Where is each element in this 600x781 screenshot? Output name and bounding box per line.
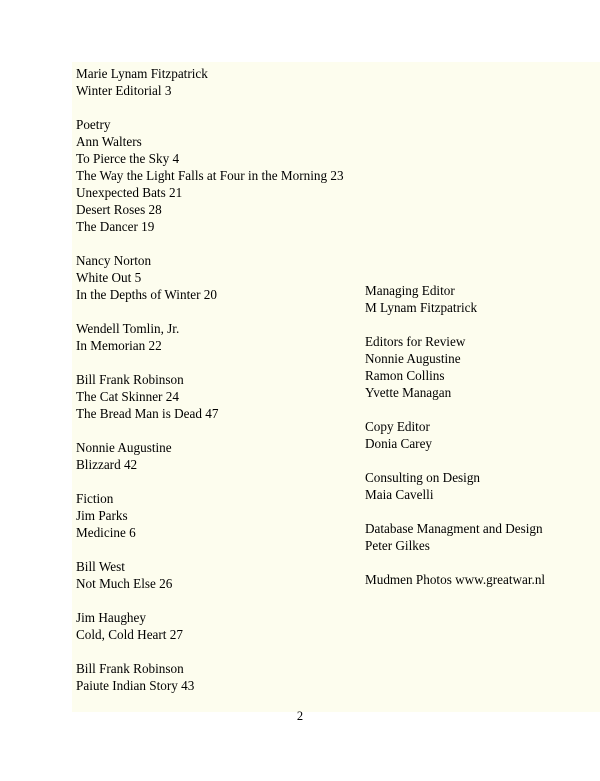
- masthead-name: Nonnie Augustine: [365, 351, 461, 366]
- toc-author: Bill Frank Robinson: [76, 372, 184, 387]
- masthead-group: [365, 469, 595, 503]
- masthead-group: [365, 520, 595, 554]
- toc-entry: In Memorian 22: [76, 338, 162, 353]
- masthead-group: [365, 282, 595, 316]
- masthead-role: Copy Editor: [365, 419, 430, 434]
- masthead-name: Maia Cavelli: [365, 487, 434, 502]
- toc-entry: Not Much Else 26: [76, 576, 173, 591]
- masthead-group: [365, 571, 595, 588]
- toc-entry: Desert Roses 28: [76, 202, 162, 217]
- masthead: [365, 282, 595, 588]
- toc-group: [76, 371, 356, 422]
- masthead-group: [365, 333, 595, 401]
- masthead-name: Peter Gilkes: [365, 538, 430, 553]
- masthead-name: M Lynam Fitzpatrick: [365, 300, 478, 315]
- toc-author: Nancy Norton: [76, 253, 152, 268]
- masthead-role: Managing Editor: [365, 283, 455, 298]
- toc-group: [76, 660, 356, 694]
- toc-entry: Unexpected Bats 21: [76, 185, 183, 200]
- toc-entry: The Way the Light Falls at Four in the Morning 23: [76, 168, 344, 183]
- toc-entry: Cold, Cold Heart 27: [76, 627, 183, 642]
- toc-author: Nonnie Augustine: [76, 440, 172, 455]
- toc-entry: Paiute Indian Story 43: [76, 678, 195, 693]
- toc-group: [76, 65, 356, 99]
- masthead-name: Donia Carey: [365, 436, 433, 451]
- toc-section-heading: Fiction: [76, 491, 114, 506]
- toc-author: Wendell Tomlin, Jr.: [76, 321, 180, 336]
- toc-group: [76, 439, 356, 473]
- masthead-role: Database Managment and Design: [365, 521, 543, 536]
- toc-entry: The Bread Man is Dead 47: [76, 406, 219, 421]
- masthead-group: [365, 418, 595, 452]
- toc-group: [76, 320, 356, 354]
- masthead-role: Editors for Review: [365, 334, 466, 349]
- masthead-name: Ramon Collins: [365, 368, 445, 383]
- page-number: 2: [296, 709, 304, 723]
- toc-author: Jim Parks: [76, 508, 128, 523]
- toc-entry: To Pierce the Sky 4: [76, 151, 180, 166]
- toc-entry: Blizzard 42: [76, 457, 138, 472]
- toc-line: Marie Lynam Fitzpatrick: [76, 66, 208, 81]
- toc-line: Winter Editorial 3: [76, 83, 172, 98]
- toc-author: Ann Walters: [76, 134, 142, 149]
- toc-author: Bill Frank Robinson: [76, 661, 184, 676]
- masthead-name: Yvette Managan: [365, 385, 452, 400]
- toc-section-heading: Poetry: [76, 117, 111, 132]
- toc-group: [76, 609, 356, 643]
- toc-author: Jim Haughey: [76, 610, 146, 625]
- toc-entry: Medicine 6: [76, 525, 136, 540]
- photo-credit: Mudmen Photos www.greatwar.nl: [365, 572, 546, 587]
- toc-author: Bill West: [76, 559, 125, 574]
- table-of-contents: [76, 65, 356, 694]
- toc-entry: The Cat Skinner 24: [76, 389, 179, 404]
- toc-group: [76, 116, 356, 235]
- toc-entry: White Out 5: [76, 270, 142, 285]
- masthead-role: Consulting on Design: [365, 470, 481, 485]
- toc-entry: In the Depths of Winter 20: [76, 287, 217, 302]
- toc-group: [76, 558, 356, 592]
- toc-group: [76, 490, 356, 541]
- toc-group: [76, 252, 356, 303]
- toc-entry: The Dancer 19: [76, 219, 155, 234]
